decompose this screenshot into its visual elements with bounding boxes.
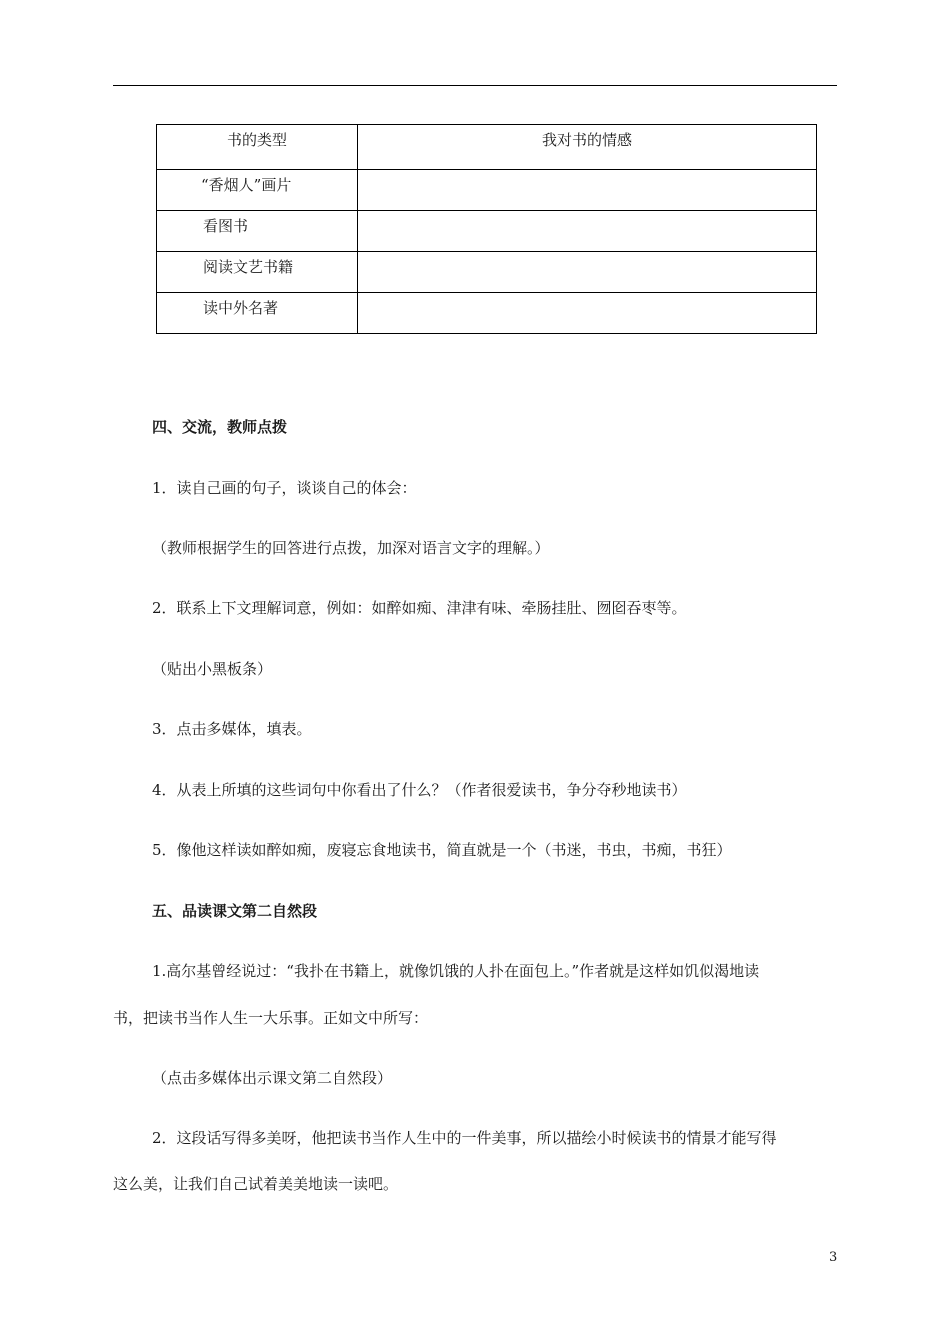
- page-number: 3: [829, 1250, 838, 1265]
- table-row: [157, 252, 817, 293]
- table-cell: [358, 170, 817, 211]
- header-rule: [113, 85, 837, 86]
- paragraph: 2．这段话写得多美呀，他把读书当作人生中的一件美事，所以描绘小时候读书的情景才能写得: [152, 1129, 777, 1147]
- paragraph: （教师根据学生的回答进行点拨，加深对语言文字的理解。）: [152, 539, 550, 557]
- table-header-cell: 书的类型: [157, 125, 358, 170]
- paragraph: 这么美，让我们自己试着美美地读一读吧。: [113, 1175, 399, 1193]
- paragraph: 2．联系上下文理解词意，例如：如醉如痴、津津有味、牵肠挂肚、囫囵吞枣等。: [152, 599, 687, 617]
- paragraph: （贴出小黑板条）: [152, 660, 273, 678]
- table-cell: 看图书: [157, 211, 358, 252]
- paragraph: 书，把读书当作人生一大乐事。正如文中所写：: [113, 1009, 429, 1027]
- section-5-heading: 五、品读课文第二自然段: [152, 902, 318, 920]
- paragraph: 1．读自己画的句子，谈谈自己的体会：: [152, 479, 417, 497]
- section-4-heading: 四、交流，教师点拨: [152, 418, 288, 436]
- table-header-row: [157, 125, 817, 170]
- table-cell: [358, 211, 817, 252]
- table-row: [157, 170, 817, 211]
- table-cell: 阅读文艺书籍: [157, 252, 358, 293]
- paragraph: 5．像他这样读如醉如痴，废寝忘食地读书，简直就是一个（书迷，书虫，书痴，书狂）: [152, 841, 732, 859]
- paragraph: 1.高尔基曾经说过：“我扑在书籍上，就像饥饿的人扑在面包上。”作者就是这样如饥似渴地读: [152, 962, 760, 980]
- table-cell: 读中外名著: [157, 293, 358, 334]
- book-type-table: [156, 124, 817, 334]
- paragraph: 4．从表上所填的这些词句中你看出了什么？（作者很爱读书，争分夺秒地读书）: [152, 781, 687, 799]
- table-row: [157, 211, 817, 252]
- paragraph: 3．点击多媒体，填表。: [152, 720, 312, 738]
- paragraph: （点击多媒体出示课文第二自然段）: [152, 1069, 393, 1087]
- table-cell: [358, 252, 817, 293]
- table-cell: [358, 293, 817, 334]
- table-row: [157, 293, 817, 334]
- table-cell: “香烟人”画片: [157, 170, 358, 211]
- table-header-cell: 我对书的情感: [358, 125, 817, 170]
